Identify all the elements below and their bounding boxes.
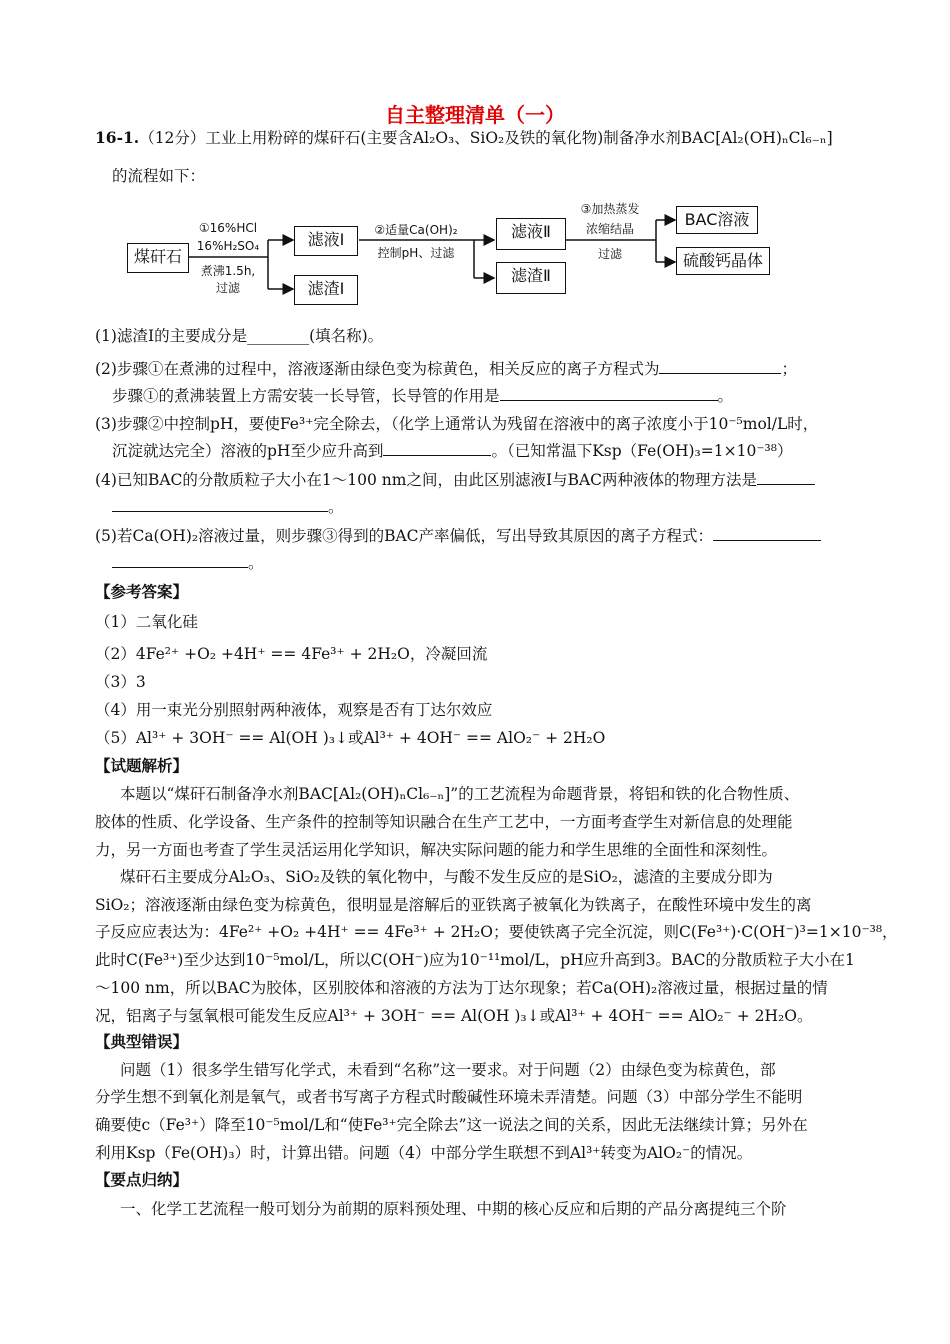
question-5-text: (5)若Ca(OH)₂溶液过量，则步骤③得到的BAC产率偏低，写出导致其原因的离子方程式： xyxy=(95,527,714,545)
answers-header: 【参考答案】 xyxy=(95,582,189,601)
question-1: (1)滤渣Ⅰ的主要成分是________(填名称)。 xyxy=(95,327,384,345)
answer-3: （3）3 xyxy=(95,673,146,691)
answer-blank xyxy=(383,441,491,456)
analysis-text: 子反应应表达为：4Fe²⁺ +O₂ +4H⁺ == 4Fe³⁺ + 2H₂O；要使铁离子完全沉淀，则C(Fe³⁺)·C(OH⁻)³=1×10⁻³⁸， xyxy=(95,923,898,941)
box-filtrate-2: 滤液Ⅱ xyxy=(496,218,566,250)
question-3a: (3)步骤②中控制pH，要使Fe³⁺完全除去，（化学上通常认为残留在溶液中的离子浓度小于10⁻⁵mol/L时， xyxy=(95,415,819,433)
question-4-cont: 。 xyxy=(112,497,344,517)
analysis-header: 【试题解析】 xyxy=(95,756,189,775)
answer-blank xyxy=(713,526,821,541)
step1-boil: 煮沸1.5h, xyxy=(200,264,256,278)
analysis-text: 本题以“煤矸石制备净水剂BAC[Al₂(OH)ₙCl₆₋ₙ]”的工艺流程为命题背景，将铝和铁的化合物性质、 xyxy=(120,785,800,803)
step3-evaporate: ③加热蒸发 xyxy=(580,202,640,216)
box-coal-gangue: 煤矸石 xyxy=(127,243,189,273)
answer-blank xyxy=(112,553,248,568)
page-title: 自主整理清单（一） xyxy=(385,103,565,127)
analysis-text: 况，铝离子与氢氧根可能发生反应Al³⁺ + 3OH⁻ == Al(OH )₃↓或Al³⁺ + 4OH⁻ == AlO₂⁻ + 2H₂O。 xyxy=(95,1007,813,1025)
step1-reagent-h2so4: 16%H₂SO₄ xyxy=(196,239,260,253)
errors-header: 【典型错误】 xyxy=(95,1032,189,1051)
question-number: 16-1. xyxy=(95,128,140,147)
question-5-cont: 。 xyxy=(112,553,264,573)
box-filtrate-1: 滤液Ⅰ xyxy=(294,226,358,256)
step2-reagent: ②适量Ca(OH)₂ xyxy=(374,223,458,237)
answer-blank xyxy=(757,470,815,485)
question-5 xyxy=(95,526,821,546)
question-3b xyxy=(112,441,792,461)
summary-header: 【要点归纳】 xyxy=(95,1170,189,1189)
errors-text: 分学生想不到氧化剂是氧气，或者书写离子方程式时酸碱性环境未弄清楚。问题（3）中部分学生不能明 xyxy=(95,1088,803,1106)
question-3b-text: 沉淀就达完全）溶液的pH至少应升高到 xyxy=(112,442,384,460)
analysis-text: 胶体的性质、化学设备、生产条件的控制等知识融合在生产工艺中，一方面考查学生对新信息的处理能 xyxy=(95,813,793,831)
analysis-text: SiO₂；溶液逐渐由绿色变为棕黄色，很明显是溶解后的亚铁离子被氧化为铁离子，在酸性环境中发生的离 xyxy=(95,896,812,914)
question-2b: 步骤①的煮沸装置上方需安装一长导管，长导管的作用是 。 xyxy=(112,387,734,405)
question-intro-text: （12分）工业上用粉碎的煤矸石(主要含Al₂O₃、SiO₂及铁的氧化物)制备净水剂BAC[Al₂(OH)ₙCl₆₋ₙ] xyxy=(139,129,833,147)
summary-text: 一、化学工艺流程一般可划分为前期的原料预处理、中期的核心反应和后期的产品分离提纯三个阶 xyxy=(120,1200,787,1218)
answer-blank xyxy=(659,359,781,374)
analysis-text: ～100 nm，所以BAC为胶体，区别胶体和溶液的方法为丁达尔现象；若Ca(OH)₂溶液过量，根据过量的情 xyxy=(95,979,828,997)
step3-filter: 过滤 xyxy=(597,247,622,261)
question-3c-text: 。（已知常温下Ksp（Fe(OH)₃=1×10⁻³⁸） xyxy=(491,442,793,460)
answer-blank xyxy=(500,386,718,401)
step3-crystallize: 浓缩结晶 xyxy=(585,222,634,236)
answer-1: （1）二氧化硅 xyxy=(95,613,198,631)
question-2b-text: 步骤①的煮沸装置上方需安装一长导管，长导管的作用是 xyxy=(112,387,500,405)
answer-2: （2）4Fe²⁺ +O₂ +4H⁺ == 4Fe³⁺ + 2H₂O，冷凝回流 xyxy=(95,645,488,663)
question-2a-text: (2)步骤①在煮沸的过程中，溶液逐渐由绿色变为棕黄色，相关反应的离子方程式为 xyxy=(95,360,660,378)
answer-4: （4）用一束光分别照射两种液体，观察是否有丁达尔效应 xyxy=(95,701,493,719)
question-4-text: (4)已知BAC的分散质粒子大小在1～100 nm之间，由此区别滤液Ⅰ与BAC两种液体的物理方法是 xyxy=(95,471,758,489)
errors-text: 问题（1）很多学生错写化学式，未看到“名称”这一要求。对于问题（2）由绿色变为棕黄色，部 xyxy=(120,1061,776,1079)
errors-text: 确要使c（Fe³⁺）降至10⁻⁵mol/L和“使Fe³⁺完全除去”这一说法之间的关系，因此无法继续计算；另外在 xyxy=(95,1116,808,1134)
box-residue-2: 滤渣Ⅱ xyxy=(496,262,566,294)
question-2a: (2)步骤①在煮沸的过程中，溶液逐渐由绿色变为棕黄色，相关反应的离子方程式为 ； xyxy=(95,360,797,378)
analysis-text: 力，另一方面也考查了学生灵活运用化学知识，解决实际问题的能力和学生思维的全面性和深刻性。 xyxy=(95,841,778,859)
errors-text: 利用Ksp（Fe(OH)₃）时，计算出错。问题（4）中部分学生联想不到Al³⁺转变为AlO₂⁻的情况。 xyxy=(95,1144,753,1162)
answer-blank xyxy=(112,497,328,512)
analysis-text: 此时C(Fe³⁺)至少达到10⁻⁵mol/L，所以C(OH⁻)应为10⁻¹¹mol/L，pH应升高到3。BAC的分散质粒子大小在1 xyxy=(95,951,855,969)
box-residue-1: 滤渣Ⅰ xyxy=(294,275,358,305)
step1-filter: 过滤 xyxy=(215,281,240,295)
question-intro-2: 的流程如下： xyxy=(112,167,206,185)
step2-condition: 控制pH、过滤 xyxy=(377,246,455,260)
box-bac-solution: BAC溶液 xyxy=(676,206,758,234)
answer-5: （5）Al³⁺ + 3OH⁻ == Al(OH )₃↓或Al³⁺ + 4OH⁻ == AlO₂⁻ + 2H₂O xyxy=(95,729,606,747)
box-calcium-sulfate: 硫酸钙晶体 xyxy=(676,247,770,275)
analysis-text: 煤矸石主要成分Al₂O₃、SiO₂及铁的氧化物中，与酸不发生反应的是SiO₂，滤渣的主要成分即为 xyxy=(120,868,773,886)
question-4 xyxy=(95,470,815,490)
step1-reagent-hcl: ①16%HCl xyxy=(198,221,258,235)
